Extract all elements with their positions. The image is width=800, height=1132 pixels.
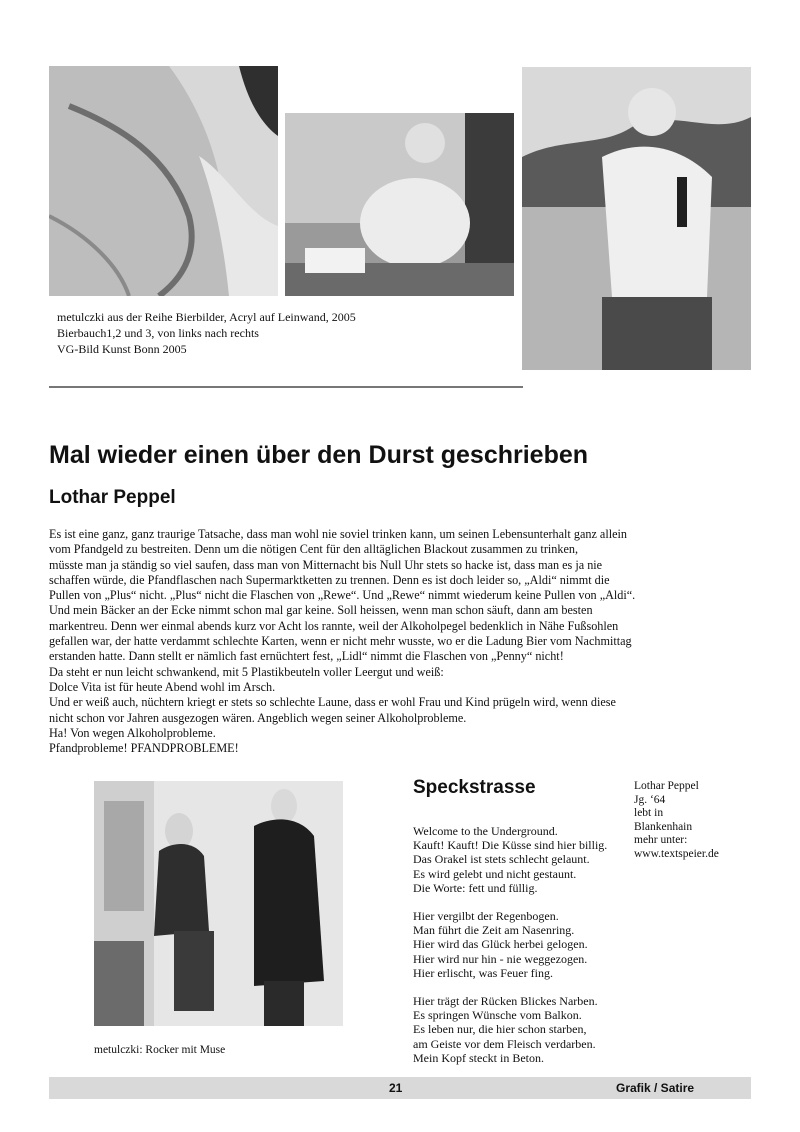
- poem-line: Hier wird nur hin - nie weggezogen.: [413, 951, 588, 966]
- divider-rule: [49, 386, 523, 388]
- poem-line: Hier trägt der Rücken Blickes Narben.: [413, 994, 598, 1009]
- bio-line: Jg. ‘64: [634, 793, 666, 806]
- article-body: [49, 527, 649, 756]
- poem-body: [413, 824, 623, 1079]
- poem-line: Das Orakel ist stets schlecht gelaunt.: [413, 852, 590, 867]
- poem-line: Kauft! Kauft! Die Küsse sind hier billig.: [413, 838, 608, 853]
- poem-line: Man führt die Zeit am Nasenring.: [413, 923, 575, 938]
- body-line: nicht schon vor Jahren ausgezogen wären. Angeblich wegen seiner Alkoholprobleme.: [49, 710, 467, 725]
- body-line: schaffen würde, die Pfandflaschen nach Supermarktketten zu trennen. Denn es ist doch leider so, „Aldi“ nimmt die: [49, 572, 610, 587]
- body-line: müsste man ja ständig so viel saufen, dass man von Mitternacht bis Null Uhr stets so hacke ist, dass man es ja nie: [49, 557, 603, 572]
- poem-line: Die Worte: fett und füllig.: [413, 880, 538, 895]
- body-line: markentreu. Denn wer einmal abends kurz vor Acht los rannte, weil der Alkoholpegel bedenklich in Nähe Fußsohlen: [49, 618, 619, 633]
- body-line: Und er weiß auch, nüchtern kriegt er stets so schlechte Laune, dass er wohl Frau und Kind prügeln wird, wenn diese: [49, 695, 616, 710]
- bio-link[interactable]: www.textspeier.de: [634, 847, 719, 860]
- poem-stanza: [413, 824, 623, 895]
- painting-bierbauch-1: [49, 66, 278, 296]
- body-line: Pullen von „Plus“ nicht. „Plus“ nicht die Flaschen von „Rewe“. Und „Rewe“ nimmt wiederum keine Pullen von „Aldi“.: [49, 588, 636, 603]
- poem-line: Hier wird das Glück herbei gelogen.: [413, 937, 588, 952]
- poem-line: Mein Kopf steckt in Beton.: [413, 1050, 544, 1065]
- body-line: Da steht er nun leicht schwankend, mit 5 Plastikbeuteln voller Leergut und weiß:: [49, 664, 444, 679]
- bio-line: Blankenhain: [634, 820, 693, 833]
- body-line: Dolce Vita ist für heute Abend wohl im Arsch.: [49, 679, 276, 694]
- bio-line: Lothar Peppel: [634, 780, 699, 792]
- article-author: Lothar Peppel: [49, 487, 176, 508]
- body-line: Es ist eine ganz, ganz traurige Tatsache, dass man wohl nie soviel trinken kann, um seinen Lebensunterhalt ganz allein: [49, 527, 627, 541]
- author-bio: [634, 780, 754, 862]
- poem-stanza: [413, 909, 623, 980]
- bio-line: mehr unter:: [634, 834, 688, 847]
- page-number: 21: [389, 1081, 403, 1095]
- poem-title: Speckstrasse: [413, 777, 536, 798]
- caption-bierbilder: [57, 309, 477, 357]
- caption-line: Bierbauch1,2 und 3, von links nach rechts: [57, 326, 259, 340]
- poem-line: Hier vergilbt der Regenbogen.: [413, 909, 559, 924]
- caption-line: VG-Bild Kunst Bonn 2005: [57, 342, 187, 356]
- body-line: Pfandprobleme! PFANDPROBLEME!: [49, 741, 239, 756]
- article-title: Mal wieder einen über den Durst geschrieben: [49, 441, 589, 469]
- poem-line: am Geiste vor dem Fleisch verdarben.: [413, 1036, 596, 1051]
- body-line: gefallen war, der hatte verdammt schlechte Karten, wenn er nicht mehr wusste, wo er die Ladung Bier vom Nachmittag: [49, 634, 632, 649]
- body-line: erstanden hatte. Dann stellt er nämlich fast ernüchtert fest, „Lidl“ nimmt die Flaschen von „Penny“ nicht!: [49, 649, 564, 664]
- caption-rocker: metulczki: Rocker mit Muse: [94, 1044, 226, 1056]
- section-label: Grafik / Satire: [616, 1081, 695, 1095]
- poem-line: Hier erlischt, was Feuer fing.: [413, 965, 553, 980]
- poem-line: Es wird gelebt und nicht gestaunt.: [413, 866, 577, 881]
- bio-line: lebt in: [634, 807, 664, 820]
- poem-stanza: [413, 994, 623, 1065]
- body-line: Ha! Von wegen Alkoholprobleme.: [49, 725, 216, 740]
- body-line: vom Pfandgeld zu bestreiten. Denn um die nötigen Cent für den alltäglichen Blackout zusammen zu trinken,: [49, 542, 578, 557]
- caption-line: metulczki aus der Reihe Bierbilder, Acryl auf Leinwand, 2005: [57, 310, 356, 324]
- body-line: Und mein Bäcker an der Ecke nimmt schon mal gar keine. Soll heissen, wenn man schon säuft, dann am besten: [49, 603, 593, 618]
- painting-bierbauch-2: [285, 113, 514, 296]
- painting-rocker-mit-muse: [94, 781, 343, 1026]
- poem-line: Welcome to the Underground.: [413, 824, 558, 838]
- poem-line: Es leben nur, die hier schon starben,: [413, 1022, 587, 1037]
- poem-line: Es springen Wünsche vom Balkon.: [413, 1008, 582, 1023]
- painting-bierbauch-3: [522, 67, 751, 370]
